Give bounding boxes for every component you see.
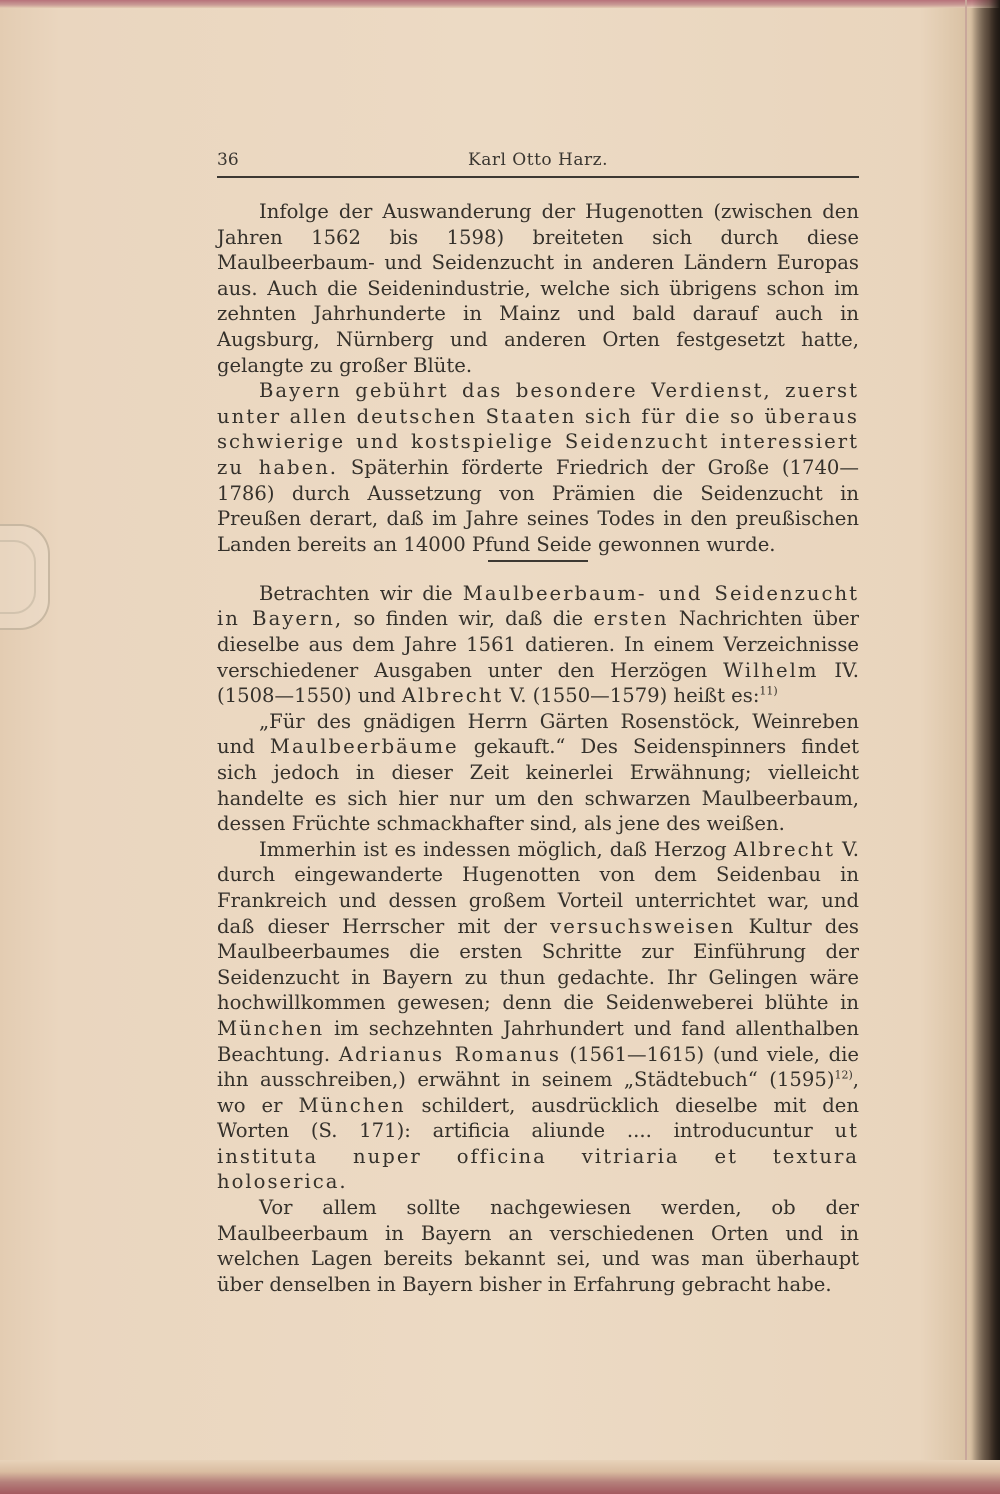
paragraph-1-text: Infolge der Auswanderung der Hugenotten (zwischen den Jahren 1562 bis 1598) breiteten sich durch diese Maulbeerbaum- und Seidenzucht in anderen Ländern Europas aus. Auch die Seidenindustrie, welche sich übrigens schon im zehnten Jahrhunderte in Mainz und bald darauf auch in Augsburg, Nürnberg und anderen Orten festgesetzt hatte, gelangte zu großer Blüte.: [217, 200, 859, 377]
paragraph-5: [217, 837, 859, 1195]
footnote-ref-11: 11): [759, 684, 778, 698]
p5-text-a: Immerhin ist es indessen möglich, daß Herzog: [259, 837, 734, 861]
footnote-ref-12: 12): [834, 1068, 853, 1082]
p5-emphasis-d: Adrianus Romanus: [338, 1042, 561, 1066]
paper-clip-inner-mark: [0, 540, 36, 614]
p4-text-b: gekauft.“ Des Seidenspinners findet sich jedoch in dieser Zeit keinerlei Erwähnung; vielleicht handelte es sich hier nur um den schwarzen Maulbeerbaum, dessen Früchte schmackhafter sind, als jene des weißen.: [217, 735, 860, 836]
p4-text-a: „Für des gnädigen Herrn Gärten Rosenstöck, Weinreben und: [217, 709, 859, 759]
body-text: [217, 199, 859, 1297]
p3-text-a: Betrachten wir die: [259, 581, 463, 605]
paragraph-3: [217, 581, 859, 709]
paragraph-2: [217, 378, 859, 557]
p5-text-c: Kultur des Maulbeerbaumes die ersten Schritte zur Einführung der Seidenzucht in Bayern zu thun gedachte. Ihr Gelingen wäre hochwillkommen gewesen; denn die Seidenweberei blühte in: [217, 914, 859, 1015]
page-number: 36: [217, 150, 239, 170]
binding-shadow: [972, 0, 1000, 1494]
paragraph-2-text: Späterhin förderte Friedrich der Große (1740—1786) durch Aussetzung von Prämien die Seidenzucht in Preußen derart, daß im Jahre seines Todes in den preußischen Landen bereits an 14000 Pfund Seide gewonnen wurde.: [217, 455, 859, 556]
p5-text-e: (1561—1615) (und viele, die ihn ausschreiben,) erwähnt in seinem „Städtebuch“ (1595): [217, 1042, 859, 1092]
paragraph-6-text: Vor allem sollte nachgewiesen werden, ob der Maulbeerbaum in Bayern an verschiedenen Orten und in welchen Lagen bereits bekannt sei, und was man überhaupt über denselben in Bayern bisher in Erfahrung gebracht habe.: [217, 1196, 859, 1296]
p3-emphasis-c: Wilhelm: [723, 658, 819, 682]
p5-emphasis-f: ut instituta nuper officina vitriaria et textura holoserica.: [217, 1119, 859, 1194]
paragraph-6: [217, 1195, 859, 1297]
section-divider: [488, 560, 588, 562]
paragraph-4: [217, 709, 859, 837]
p3-text-b: so finden wir, daß die: [343, 607, 594, 631]
paragraph-2-spaced-text: Bayern gebührt das besondere Verdienst, zuerst unter allen deutschen Staaten sich für die so überaus schwierige und kostspielige Seidenzucht interessiert zu haben.: [217, 379, 859, 479]
p3-emphasis-b: ersten: [593, 607, 669, 631]
p3-text-e: V. (1550—1579) heißt es:: [503, 684, 760, 708]
p5-text-b: V. durch eingewanderte Hugenotten von dem Seidenbau in Frankreich und dessen großem Vorteil unterrichtet war, und daß dieser Herrscher mit der: [217, 837, 859, 938]
page-bottom-edge: [0, 1460, 1000, 1494]
p5-text-d: im sechzehnten Jahrhundert und fand allenthalben Beachtung.: [217, 1016, 859, 1066]
running-title: Karl Otto Harz.: [468, 150, 608, 170]
p5-emphasis-e: München: [298, 1093, 406, 1117]
paragraph-1: [217, 199, 859, 378]
page-header: [217, 150, 859, 176]
p5-text-g: schildert, ausdrücklich dieselbe mit den Worten (S. 171): artificia aliunde .... introducuntur: [217, 1093, 859, 1143]
page-right-edge: [965, 0, 967, 1494]
p3-text-c: Nachrichten über dieselbe aus dem Jahre 1561 datieren. In einem Verzeichnisse verschiedener Ausgaben unter den Herzögen: [217, 607, 859, 682]
p5-emphasis-b: versuchsweisen: [550, 914, 736, 938]
p3-text-d: IV. (1508—1550) und: [217, 658, 860, 708]
p3-emphasis-a: Maulbeerbaum- und Seidenzucht in Bayern,: [217, 581, 860, 631]
page-top-edge: [0, 0, 1000, 8]
p5-emphasis-a: Albrecht: [733, 837, 836, 861]
p5-emphasis-c: München: [217, 1016, 325, 1040]
header-rule: [217, 176, 859, 178]
p5-text-f: , wo er: [217, 1068, 859, 1117]
p3-emphasis-d: Albrecht: [401, 684, 504, 708]
p4-emphasis-a: Maulbeerbäume: [269, 735, 459, 759]
